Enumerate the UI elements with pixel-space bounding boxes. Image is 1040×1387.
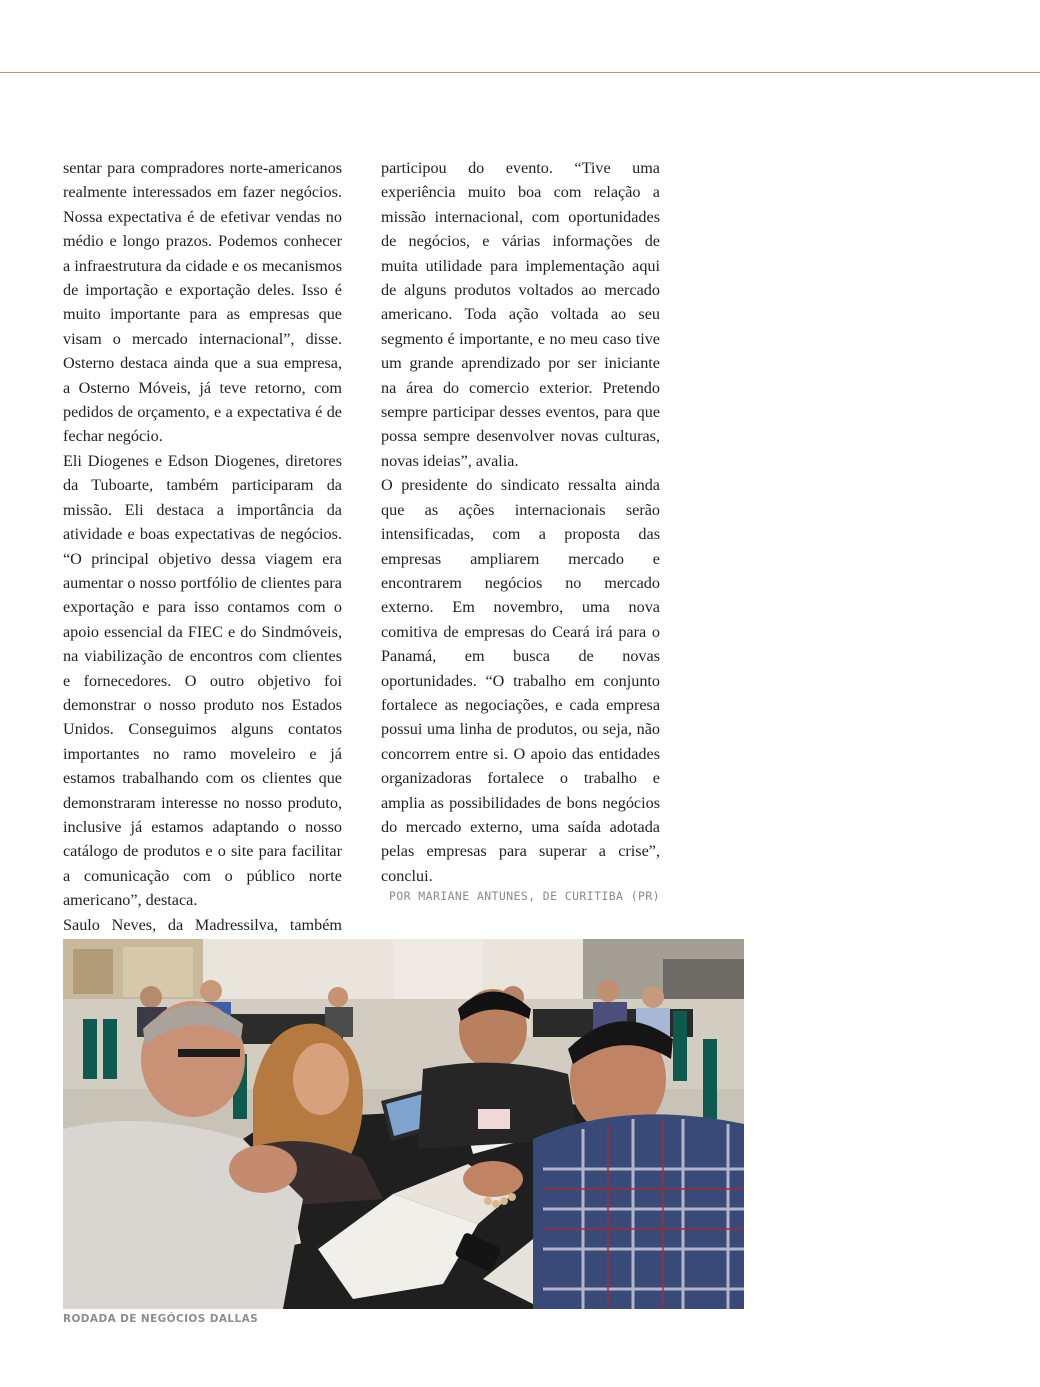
paragraph: Saulo Neves, da Madressilva, também: [63, 915, 342, 934]
author-byline: POR MARIANE ANTUNES, DE CURITIBA (PR): [389, 889, 660, 903]
event-photo: [63, 939, 744, 1309]
article-column-left: [63, 156, 342, 937]
article-column-right: [381, 156, 660, 888]
paragraph: participou do evento. “Tive uma experiência muito boa com relação a missão internacional, com oportunidades de negócios, e várias informações de muita utilidade para implementação aqui de alguns produtos voltados ao mercado americano. Toda ação voltada ao seu segmento é importante, e no meu caso tive um grande aprendizado por ser iniciante na área do comercio exterior. Pretendo sempre participar desses eventos, para que possa sempre desenvolver novas culturas, novas ideias”, avalia.: [381, 159, 660, 470]
header-rule: [0, 72, 1040, 73]
paragraph: sentar para compradores norte-americanos realmente interessados em fazer negócios. Nossa expectativa é de efetivar vendas no médio e longo prazos. Podemos conhecer a infraestrutura da cidade e os mecanismos de importação e exportação deles. Isso é muito importante para as empresas que visam o mercado internacional”, disse. Osterno destaca ainda que a sua empresa, a Osterno Móveis, já teve retorno, com pedidos de orçamento, e a expectativa é de fechar negócio.: [63, 159, 342, 446]
photo-caption: RODADA DE NEGÓCIOS DALLAS: [63, 1313, 259, 1325]
paragraph: Eli Diogenes e Edson Diogenes, diretores da Tuboarte, também participaram da missão. Eli destaca a importância da atividade e boas expectativas de negócios. “O principal objetivo dessa viagem era aumentar o nosso portfólio de clientes para exportação e para isso contamos com o apoio essencial da FIEC e do Sindmóveis, na viabilização de encontros com clientes e fornecedores. O outro objetivo foi demonstrar o nosso produto nos Estados Unidos. Conseguimos alguns contatos importantes no ramo moveleiro e já estamos trabalhando com os clientes que demonstraram interesse no nosso produto, inclusive já estamos adaptando o nosso catálogo de produtos e o site para facilitar a comunicação com o público norte americano”, destaca.: [63, 451, 342, 910]
paragraph: O presidente do sindicato ressalta ainda que as ações internacionais serão intensificadas, com a proposta das empresas ampliarem mercado e encontrarem negócios no mercado externo. Em novembro, uma nova comitiva de empresas do Ceará irá para o Panamá, em busca de novas oportunidades. “O trabalho em conjunto fortalece as negociações, e cada empresa possui uma linha de produtos, ou seja, não concorrem entre si. O apoio das entidades organizadoras fortalece o trabalho e amplia as possibilidades de bons negócios do mercado externo, uma saída adotada pelas empresas para superar a crise”, conclui.: [381, 476, 660, 885]
